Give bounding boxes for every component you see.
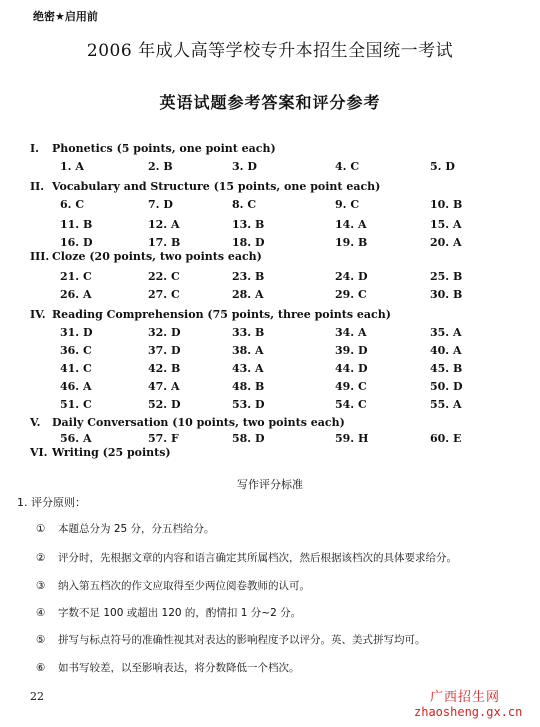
scoring-rule (36, 660, 300, 675)
section-label: VI. (30, 446, 48, 459)
answer-cell: 3. D (232, 160, 257, 173)
rule-number: ⑥ (36, 662, 46, 674)
answer-cell: 48. B (232, 380, 265, 393)
section-title: Writing (25 points) (52, 446, 171, 459)
answer-cell: 32. D (148, 326, 181, 339)
answer-cell: 15. A (430, 218, 462, 231)
section-label: V. (30, 416, 41, 429)
rule-number: ② (36, 552, 46, 564)
section-label: III. (30, 250, 50, 263)
answer-cell: 18. D (232, 236, 265, 249)
answer-cell: 51. C (60, 398, 92, 411)
rule-text: 纳入第五档次的作文应取得至少两位阅卷教师的认可。 (58, 580, 310, 592)
answer-cell: 23. B (232, 270, 265, 283)
answer-cell: 16. D (60, 236, 93, 249)
answer-cell: 27. C (148, 288, 180, 301)
rule-number: ④ (36, 607, 46, 619)
answer-cell: 47. A (148, 380, 180, 393)
scoring-rule (36, 578, 310, 593)
scoring-rule (36, 550, 457, 565)
writing-standard-title: 写作评分标准 (237, 478, 303, 491)
answer-cell: 5. D (430, 160, 455, 173)
answer-cell: 40. A (430, 344, 462, 357)
confidential-mark: 绝密★启用前 (33, 10, 98, 23)
answer-cell: 42. B (148, 362, 181, 375)
answer-cell: 36. C (60, 344, 92, 357)
answer-cell: 22. C (148, 270, 180, 283)
rule-text: 字数不足 100 或超出 120 的，酌情扣 1 分~2 分。 (58, 607, 302, 619)
answer-cell: 50. D (430, 380, 463, 393)
answer-cell: 49. C (335, 380, 367, 393)
answer-cell: 26. A (60, 288, 92, 301)
answer-cell: 21. C (60, 270, 92, 283)
answer-key-title: 英语试题参考答案和评分参考 (159, 93, 381, 112)
answer-cell: 37. D (148, 344, 181, 357)
answer-cell: 13. B (232, 218, 265, 231)
answer-cell: 8. C (232, 198, 257, 211)
answer-cell: 44. D (335, 362, 368, 375)
answer-cell: 10. B (430, 198, 463, 211)
section-label: I. (30, 142, 39, 155)
answer-cell: 31. D (60, 326, 93, 339)
answer-cell: 59. H (335, 432, 369, 445)
answer-cell: 54. C (335, 398, 367, 411)
answer-cell: 29. C (335, 288, 367, 301)
answer-cell: 39. D (335, 344, 368, 357)
rule-number: ⑤ (36, 634, 46, 646)
answer-cell: 35. A (430, 326, 462, 339)
answer-cell: 2. B (148, 160, 173, 173)
rule-number: ③ (36, 580, 46, 592)
answer-cell: 1. A (60, 160, 84, 173)
answer-cell: 17. B (148, 236, 181, 249)
answer-cell: 33. B (232, 326, 265, 339)
scoring-rule (36, 521, 215, 536)
answer-cell: 20. A (430, 236, 462, 249)
rule-text: 如书写较差，以至影响表达，将分数降低一个档次。 (58, 662, 300, 674)
answer-cell: 43. A (232, 362, 264, 375)
rule-number: ① (36, 523, 46, 535)
answer-cell: 19. B (335, 236, 368, 249)
answer-cell: 11. B (60, 218, 93, 231)
answer-cell: 4. C (335, 160, 360, 173)
watermark-url: zhaosheng.gx.cn (414, 705, 523, 719)
answer-cell: 60. E (430, 432, 462, 445)
scoring-rule (36, 632, 426, 647)
answer-cell: 34. A (335, 326, 367, 339)
section-label: IV. (30, 308, 46, 321)
answer-cell: 9. C (335, 198, 360, 211)
answer-cell: 25. B (430, 270, 463, 283)
answer-cell: 6. C (60, 198, 85, 211)
answer-cell: 57. F (148, 432, 179, 445)
section-title: Cloze (20 points, two points each) (52, 250, 262, 263)
rule-text: 拼写与标点符号的准确性视其对表达的影响程度予以评分。英、美式拼写均可。 (58, 634, 426, 646)
watermark-site-name: 广西招生网 (430, 690, 501, 705)
answer-cell: 55. A (430, 398, 462, 411)
rule-text: 评分时，先根据文章的内容和语言确定其所属档次，然后根据该档次的具体要求给分。 (58, 552, 457, 564)
answer-cell: 56. A (60, 432, 92, 445)
section-title: Reading Comprehension (75 points, three points each) (52, 308, 391, 321)
section-title: Vocabulary and Structure (15 points, one point each) (52, 180, 381, 193)
scoring-rule (36, 605, 301, 620)
answer-cell: 45. B (430, 362, 463, 375)
answer-cell: 7. D (148, 198, 173, 211)
answer-cell: 30. B (430, 288, 463, 301)
answer-cell: 53. D (232, 398, 265, 411)
section-title: Phonetics (5 points, one point each) (52, 142, 276, 155)
answer-cell: 41. C (60, 362, 92, 375)
answer-cell: 12. A (148, 218, 180, 231)
rule-text: 本题总分为 25 分，分五档给分。 (58, 523, 215, 535)
answer-cell: 28. A (232, 288, 264, 301)
answer-cell: 46. A (60, 380, 92, 393)
answer-cell: 14. A (335, 218, 367, 231)
answer-cell: 58. D (232, 432, 265, 445)
answer-cell: 24. D (335, 270, 368, 283)
exam-title: 2006 年成人高等学校专升本招生全国统一考试 (86, 41, 454, 61)
section-label: II. (30, 180, 45, 193)
page-number: 22 (30, 690, 44, 703)
section-title: Daily Conversation (10 points, two points each) (52, 416, 345, 429)
answer-cell: 38. A (232, 344, 264, 357)
scoring-principle-heading: 1. 评分原则： (17, 496, 86, 509)
answer-cell: 52. D (148, 398, 181, 411)
